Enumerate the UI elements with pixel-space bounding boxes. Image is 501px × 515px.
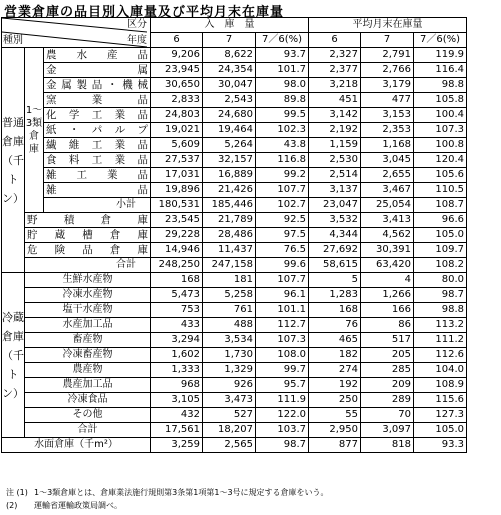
value-cell: 108.7 [414, 198, 467, 213]
value-cell: 3,473 [203, 393, 256, 408]
value-cell: 4,562 [361, 228, 414, 243]
value-cell: 2,833 [151, 93, 203, 108]
row-label: 合計 [25, 258, 151, 273]
value-cell: 102.7 [256, 198, 309, 213]
value-cell: 24,354 [203, 63, 256, 78]
value-cell: 1,168 [361, 138, 414, 153]
value-cell: 105.8 [414, 93, 467, 108]
value-cell: 250 [309, 393, 361, 408]
value-cell: 108.2 [414, 258, 467, 273]
value-cell: 248,250 [151, 258, 203, 273]
value-cell: 1,159 [309, 138, 361, 153]
value-cell: 110.5 [414, 183, 467, 198]
value-cell: 3,142 [309, 108, 361, 123]
subtotal-row [2, 198, 467, 213]
value-cell: 2,530 [309, 153, 361, 168]
value-cell: 95.7 [256, 378, 309, 393]
row-label: 紙・パルプ [44, 123, 151, 138]
value-cell: 166 [361, 303, 414, 318]
table-row [2, 393, 467, 408]
value-cell: 111.2 [414, 333, 467, 348]
row-label: 冷凍畜産物 [25, 348, 151, 363]
value-cell: 2,950 [309, 423, 361, 438]
table-row [2, 168, 467, 183]
value-cell: 102.3 [256, 123, 309, 138]
group-header-stock: 平均月末在庫量 [309, 18, 467, 33]
row-label: 金属 [44, 63, 151, 78]
value-cell: 16,889 [203, 168, 256, 183]
table-row [2, 213, 467, 228]
row-label: 冷凍食品 [25, 393, 151, 408]
value-cell: 97.5 [256, 228, 309, 243]
table-row [2, 138, 467, 153]
value-cell: 29,228 [151, 228, 203, 243]
value-cell: 14,946 [151, 243, 203, 258]
warehouse-table [1, 17, 467, 453]
table-row [2, 333, 467, 348]
value-cell: 877 [309, 438, 361, 453]
value-cell: 1,266 [361, 288, 414, 303]
value-cell: 4,344 [309, 228, 361, 243]
value-cell: 99.5 [256, 108, 309, 123]
value-cell: 112.7 [256, 318, 309, 333]
value-cell: 761 [203, 303, 256, 318]
value-cell: 80.0 [414, 273, 467, 288]
value-cell: 3,294 [151, 333, 203, 348]
table-row [2, 318, 467, 333]
value-cell: 2,791 [361, 48, 414, 63]
value-cell: 168 [151, 273, 203, 288]
value-cell: 465 [309, 333, 361, 348]
value-cell: 122.0 [256, 408, 309, 423]
value-cell: 185,446 [203, 198, 256, 213]
row-label: 繊維工業品 [44, 138, 151, 153]
footnote-mark: 注 (1) [6, 488, 28, 497]
value-cell: 5,473 [151, 288, 203, 303]
value-cell: 99.6 [256, 258, 309, 273]
value-cell: 27,537 [151, 153, 203, 168]
row-label: 野積倉庫 [25, 213, 151, 228]
value-cell: 1,333 [151, 363, 203, 378]
value-cell: 24,803 [151, 108, 203, 123]
column-header: 7／6(%) [414, 33, 467, 48]
value-cell: 3,137 [309, 183, 361, 198]
value-cell: 1,283 [309, 288, 361, 303]
value-cell: 96.6 [414, 213, 467, 228]
value-cell: 105.6 [414, 168, 467, 183]
value-cell: 289 [361, 393, 414, 408]
value-cell: 274 [309, 363, 361, 378]
value-cell: 168 [309, 303, 361, 318]
table-row [2, 93, 467, 108]
row-label: 化学工業品 [44, 108, 151, 123]
value-cell: 108.9 [414, 378, 467, 393]
value-cell: 968 [151, 378, 203, 393]
value-cell: 477 [361, 93, 414, 108]
value-cell: 100.8 [414, 138, 467, 153]
row-label: その他 [25, 408, 151, 423]
row-label: 生鮮水産物 [25, 273, 151, 288]
table-row [2, 408, 467, 423]
value-cell: 451 [309, 93, 361, 108]
value-cell: 98.7 [256, 438, 309, 453]
value-cell: 527 [203, 408, 256, 423]
row-label: 塩干水産物 [25, 303, 151, 318]
value-cell: 5,258 [203, 288, 256, 303]
type-label: 種別 [3, 35, 23, 46]
value-cell: 21,426 [203, 183, 256, 198]
table-row [2, 63, 467, 78]
year-label: 年度 [127, 35, 147, 46]
value-cell: 3,467 [361, 183, 414, 198]
row-label: 雑工業品 [44, 168, 151, 183]
total-row [2, 258, 467, 273]
table-row [2, 108, 467, 123]
corner-header-cell [2, 18, 151, 48]
value-cell: 101.7 [256, 63, 309, 78]
value-cell: 86 [361, 318, 414, 333]
value-cell: 107.7 [256, 183, 309, 198]
value-cell: 3,218 [309, 78, 361, 93]
row-label: 水面倉庫（千m²） [2, 438, 151, 453]
value-cell: 432 [151, 408, 203, 423]
value-cell: 192 [309, 378, 361, 393]
value-cell: 21,789 [203, 213, 256, 228]
value-cell: 2,766 [361, 63, 414, 78]
value-cell: 2,514 [309, 168, 361, 183]
value-cell: 3,105 [151, 393, 203, 408]
value-cell: 2,377 [309, 63, 361, 78]
value-cell: 98.7 [414, 288, 467, 303]
value-cell: 3,532 [309, 213, 361, 228]
row-label: 農産加工品 [25, 378, 151, 393]
value-cell: 101.1 [256, 303, 309, 318]
value-cell: 93.7 [256, 48, 309, 63]
table-row [2, 303, 467, 318]
group-header-in: 入 庫 量 [151, 18, 309, 33]
diagonal-lines [2, 18, 147, 47]
value-cell: 2,192 [309, 123, 361, 138]
table-row [2, 438, 467, 453]
value-cell: 119.9 [414, 48, 467, 63]
value-cell: 93.3 [414, 438, 467, 453]
value-cell: 103.7 [256, 423, 309, 438]
value-cell: 98.8 [414, 78, 467, 93]
table-row [2, 183, 467, 198]
value-cell: 127.3 [414, 408, 467, 423]
value-cell: 43.8 [256, 138, 309, 153]
value-cell: 926 [203, 378, 256, 393]
value-cell: 11,437 [203, 243, 256, 258]
column-header: 6 [151, 33, 203, 48]
footnote-mark: (2) [6, 501, 18, 510]
value-cell: 8,622 [203, 48, 256, 63]
value-cell: 99.2 [256, 168, 309, 183]
value-cell: 30,047 [203, 78, 256, 93]
table-row [2, 78, 467, 93]
value-cell: 105.0 [414, 423, 467, 438]
value-cell: 105.0 [414, 228, 467, 243]
value-cell: 58,615 [309, 258, 361, 273]
value-cell: 433 [151, 318, 203, 333]
footnote-text: 1〜3類倉庫とは、倉庫業法施行規則第3条第1項第1〜3号に規定する倉庫をいう。 [34, 488, 329, 497]
value-cell: 180,531 [151, 198, 203, 213]
value-cell: 107.3 [256, 333, 309, 348]
footnote [6, 499, 329, 512]
value-cell: 2,565 [203, 438, 256, 453]
value-cell: 76.5 [256, 243, 309, 258]
value-cell: 818 [361, 438, 414, 453]
value-cell: 109.7 [414, 243, 467, 258]
row-label: 農水産品 [44, 48, 151, 63]
row-label: 合計 [25, 423, 151, 438]
value-cell: 63,420 [361, 258, 414, 273]
row-label: 畜産物 [25, 333, 151, 348]
value-cell: 247,158 [203, 258, 256, 273]
table-row [2, 378, 467, 393]
value-cell: 19,021 [151, 123, 203, 138]
value-cell: 3,179 [361, 78, 414, 93]
section-label: 区分 [127, 19, 147, 30]
value-cell: 488 [203, 318, 256, 333]
value-cell: 3,045 [361, 153, 414, 168]
value-cell: 107.3 [414, 123, 467, 138]
column-header: 6 [309, 33, 361, 48]
value-cell: 5,609 [151, 138, 203, 153]
footnote [6, 486, 329, 499]
value-cell: 3,413 [361, 213, 414, 228]
header-row [2, 18, 467, 33]
value-cell: 104.0 [414, 363, 467, 378]
value-cell: 120.4 [414, 153, 467, 168]
row-label: 冷凍水産物 [25, 288, 151, 303]
value-cell: 111.9 [256, 393, 309, 408]
table-row [2, 48, 467, 63]
value-cell: 23,047 [309, 198, 361, 213]
row-label: 小計 [44, 198, 151, 213]
value-cell: 30,650 [151, 78, 203, 93]
value-cell: 181 [203, 273, 256, 288]
value-cell: 3,259 [151, 438, 203, 453]
value-cell: 19,464 [203, 123, 256, 138]
row-label: 雑品 [44, 183, 151, 198]
column-header: 7／6(%) [256, 33, 309, 48]
value-cell: 76 [309, 318, 361, 333]
value-cell: 98.8 [414, 303, 467, 318]
value-cell: 32,157 [203, 153, 256, 168]
row-label: 貯蔵槽倉庫 [25, 228, 151, 243]
row-label: 水産加工品 [25, 318, 151, 333]
total-row [2, 423, 467, 438]
table-row [2, 228, 467, 243]
value-cell: 23,545 [151, 213, 203, 228]
table-row [2, 123, 467, 138]
row-label: 農産物 [25, 363, 151, 378]
value-cell: 116.4 [414, 63, 467, 78]
column-header: 7 [361, 33, 414, 48]
value-cell: 1,730 [203, 348, 256, 363]
value-cell: 209 [361, 378, 414, 393]
value-cell: 92.5 [256, 213, 309, 228]
value-cell: 100.4 [414, 108, 467, 123]
value-cell: 98.0 [256, 78, 309, 93]
table-row [2, 273, 467, 288]
value-cell: 116.8 [256, 153, 309, 168]
value-cell: 28,486 [203, 228, 256, 243]
value-cell: 55 [309, 408, 361, 423]
value-cell: 17,031 [151, 168, 203, 183]
value-cell: 5,264 [203, 138, 256, 153]
column-header: 7 [203, 33, 256, 48]
value-cell: 99.7 [256, 363, 309, 378]
value-cell: 19,896 [151, 183, 203, 198]
value-cell: 2,353 [361, 123, 414, 138]
value-cell: 1,602 [151, 348, 203, 363]
value-cell: 115.6 [414, 393, 467, 408]
value-cell: 2,543 [203, 93, 256, 108]
value-cell: 112.6 [414, 348, 467, 363]
row-label: 危険品倉庫 [25, 243, 151, 258]
page-title: 営業倉庫の品目別入庫量及び平均月末在庫量 [4, 5, 285, 20]
value-cell: 3,153 [361, 108, 414, 123]
value-cell: 107.7 [256, 273, 309, 288]
value-cell: 108.0 [256, 348, 309, 363]
value-cell: 24,680 [203, 108, 256, 123]
section-label-cold: 冷蔵倉庫（千トン） [2, 273, 25, 438]
table-row [2, 243, 467, 258]
value-cell: 30,391 [361, 243, 414, 258]
value-cell: 25,054 [361, 198, 414, 213]
value-cell: 89.8 [256, 93, 309, 108]
value-cell: 2,327 [309, 48, 361, 63]
value-cell: 17,561 [151, 423, 203, 438]
row-label: 窯業品 [44, 93, 151, 108]
value-cell: 70 [361, 408, 414, 423]
section-label-ordinary: 普通倉庫（千トン） [2, 48, 25, 273]
row-label: 金属製品・機械 [44, 78, 151, 93]
value-cell: 3,534 [203, 333, 256, 348]
sub-label-class13: 1〜3類倉庫 [25, 48, 44, 213]
value-cell: 5 [309, 273, 361, 288]
value-cell: 2,655 [361, 168, 414, 183]
value-cell: 3,097 [361, 423, 414, 438]
value-cell: 23,945 [151, 63, 203, 78]
table-row [2, 288, 467, 303]
value-cell: 517 [361, 333, 414, 348]
value-cell: 96.1 [256, 288, 309, 303]
footnotes [6, 486, 329, 512]
table-row [2, 348, 467, 363]
value-cell: 1,329 [203, 363, 256, 378]
value-cell: 27,692 [309, 243, 361, 258]
value-cell: 18,207 [203, 423, 256, 438]
value-cell: 113.2 [414, 318, 467, 333]
value-cell: 182 [309, 348, 361, 363]
value-cell: 4 [361, 273, 414, 288]
value-cell: 9,206 [151, 48, 203, 63]
value-cell: 285 [361, 363, 414, 378]
table-row [2, 363, 467, 378]
value-cell: 753 [151, 303, 203, 318]
table-row [2, 153, 467, 168]
value-cell: 205 [361, 348, 414, 363]
row-label: 食料工業品 [44, 153, 151, 168]
footnote-text: 運輸省運輸政策局調べ。 [34, 501, 122, 510]
